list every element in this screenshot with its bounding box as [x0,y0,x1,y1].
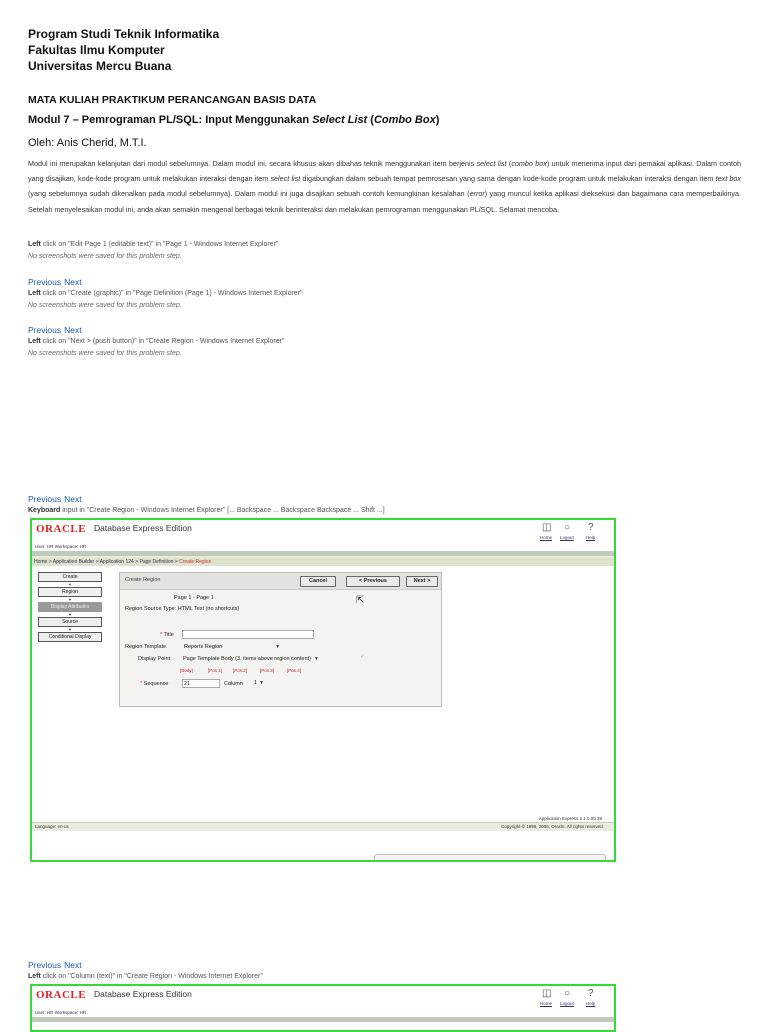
step-action: Left click on "Next > (push button)" in "Create Region - Windows Internet Explorer" [28,338,285,345]
module-title: Modul 7 – Pemrograman PL/SQL: Input Menggunakan Select List (Combo Box) [28,114,440,126]
position-link[interactable]: [Body] [180,668,193,673]
page-label: Page 1 - Page 1 [174,595,214,601]
copyright-text: Copyright © 1999, 2006, Oracle. All rights reserved. [501,824,604,829]
step-action: Keyboard input in "Create Region - Windows Internet Explorer" [... Backspace ... Backspace Backspace ... Shift ...] [28,507,385,514]
home-icon[interactable]: ◫ [542,988,552,999]
chevron-down-icon: ▼ [68,612,72,617]
header-faculty: Fakultas Ilmu Komputer [28,43,165,57]
wizard-step: Create [38,572,102,582]
next-link[interactable]: Next [64,960,82,970]
logout-icon[interactable]: ○ [564,988,571,999]
chevron-down-icon: ▼ [68,627,72,632]
footer-bar [32,822,614,831]
region-source-type: Region Source Type: HTML Text (no shortcuts) [125,606,240,612]
header-icons: ◫ Home ○ Logout ? Help [540,988,596,1006]
region-template-label: Region Template [125,644,167,650]
position-link[interactable]: [Pos.2] [233,668,248,673]
version-text: Application Express 2.1.0.00.39 [538,816,602,821]
cancel-button[interactable]: Cancel [300,576,336,587]
panel-header [120,573,441,590]
column-select[interactable]: 1 ▾ [254,680,263,686]
mouse-cursor-icon: ⇱ [356,595,365,606]
wizard-steps [38,572,114,642]
step-nav [28,494,85,504]
next-button[interactable]: Next > [406,576,438,587]
column-label: Column [224,681,243,687]
previous-link[interactable]: Previous [28,277,62,287]
chevron-down-icon: ▼ [68,582,72,587]
language-text: Language: en-us [35,824,69,829]
step-note: No screenshots were saved for this problem step. [28,350,182,357]
step-nav [28,277,85,287]
screenshot-create-region [30,518,616,862]
previous-link[interactable]: Previous [28,960,62,970]
step-action: Left click on "Create (graphic)" in "Page Definition (Page 1) - Windows Internet Explorer" [28,290,303,297]
app-title: Database Express Edition [94,989,192,999]
step-action: Left click on "Column (text)" in "Create Region - Windows Internet Explorer" [28,973,263,980]
wizard-step: Conditional Display [38,632,102,642]
step-note: No screenshots were saved for this problem step. [28,253,182,260]
app-title: Database Express Edition [94,523,192,533]
step-nav [28,960,85,970]
previous-link[interactable]: Previous [28,325,62,335]
wizard-step: Source [38,617,102,627]
position-link[interactable]: [Pos.3] [260,668,275,673]
position-link[interactable]: [Pos.4] [287,668,302,673]
step-note: No screenshots were saved for this problem step. [28,302,182,309]
header-university: Universitas Mercu Buana [28,59,172,73]
chevron-down-icon: ▼ [68,597,72,602]
home-icon[interactable]: ◫ [542,522,552,533]
header-program: Program Studi Teknik Informatika [28,27,220,41]
course-title: MATA KULIAH PRAKTIKUM PERANCANGAN BASIS DATA [28,94,317,106]
sequence-value: 21 [184,681,191,687]
author: Oleh: Anis Cherid, M.T.I. [28,137,147,149]
horizontal-scrollbar[interactable] [374,854,606,862]
next-link[interactable]: Next [64,325,82,335]
display-point-label: Display Point [138,656,171,662]
header-icons: ◫ Home ○ Logout ? Help [540,522,596,540]
step-action: Left click on "Edit Page 1 (editable text)" in "Page 1 - Windows Internet Explorer" [28,241,279,248]
flashlight-icon[interactable]: ✓ [360,654,365,660]
sequence-label: * Sequence [140,681,169,687]
help-icon[interactable]: ? [588,988,594,999]
create-region-panel [119,572,442,707]
position-link[interactable]: [Pos.1] [208,668,223,673]
next-link[interactable]: Next [64,494,82,504]
screenshot-create-region-2 [30,984,616,1032]
previous-link[interactable]: Previous [28,494,62,504]
previous-button[interactable]: < Previous [346,576,400,587]
oracle-logo: ORACLE [36,523,87,535]
title-label: * Title [160,632,174,638]
help-icon[interactable]: ? [588,522,594,533]
wizard-step-active: Display Attributes [38,602,102,612]
logout-icon[interactable]: ○ [564,522,571,533]
intro-paragraph: Modul ini merupakan kelanjutan dari modul sebelumnya. Dalam modul ini, secara khusus akan dibahas teknik menggunakan item berjenis select list (combo box) untuk menerima input dari pemakai aplikasi. Dalam contoh yang disajikan, kode-kode program untuk melakukan interaksi dengan item select list digabungkan dalam sebuah tempat pemrosesan yang sama dengan kode-kode program untuk melakukan interaksi dengan item text box (yang sebelumnya sudah dikenalkan pada modul sebelumnya). Dalam modul ini juga disajikan sebuah contoh kemungkinan kesalahan (error) yang muncul ketika aplikasi dieksekusi dan bagaimana cara memperbaikinya. Setelah menyelesaikan modul ini, anda akan semakin mengenal berbagai teknik berinteraksi dan melakukan pemrograman menggunakan PL/SQL. Selamat mencoba. [28,159,742,214]
wizard-step: Region [38,587,102,597]
region-template-select[interactable]: Reports Region ▾ [184,644,279,650]
display-point-select[interactable]: Page Template Body (3. items above region content) ▾ [183,656,318,662]
next-link[interactable]: Next [64,277,82,287]
user-workspace: User: HR Workspace: HR [35,544,87,549]
breadcrumb: Home > Application Builder > Application 124 > Page Definition > Create Region [32,558,614,566]
user-workspace: User: HR Workspace: HR [35,1010,87,1015]
oracle-logo: ORACLE [36,989,87,1001]
header-band [32,1017,614,1022]
step-nav [28,325,85,335]
title-input[interactable] [182,630,314,639]
panel-title: Create Region [125,577,161,583]
